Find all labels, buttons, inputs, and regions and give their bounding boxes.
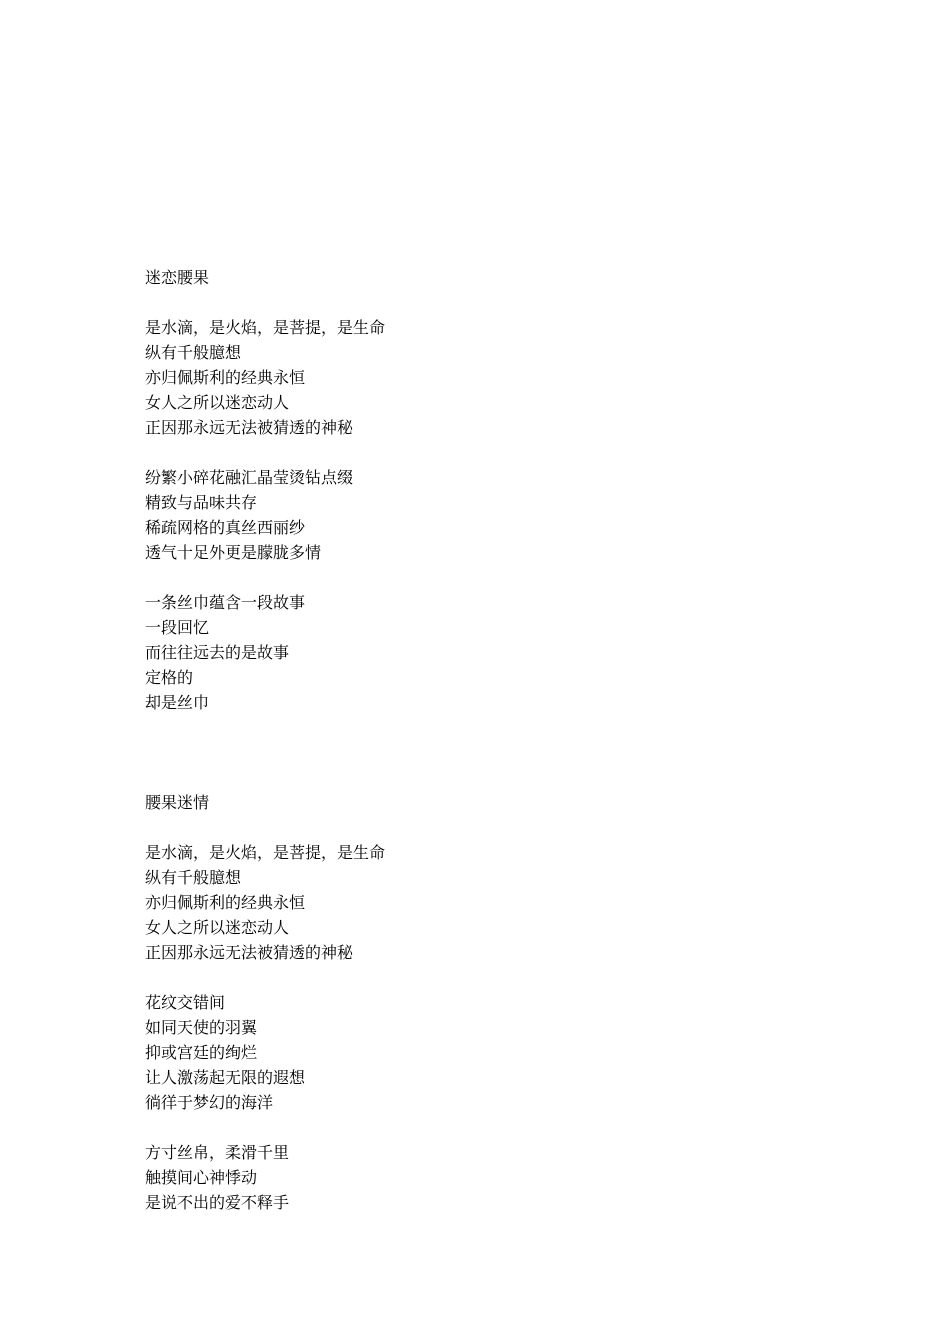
poem-line: 正因那永远无法被猜透的神秘 xyxy=(145,418,354,437)
poem-line: 徜徉于梦幻的海洋 xyxy=(145,1093,274,1112)
poem-2-stanza-2 xyxy=(145,990,845,1115)
poem-1-stanza-3 xyxy=(145,590,845,715)
poem-line: 却是丝巾 xyxy=(145,693,210,712)
poem-2-stanza-1 xyxy=(145,840,845,965)
poem-2-stanza-3 xyxy=(145,1140,845,1215)
poem-line: 方寸丝帛，柔滑千里 xyxy=(145,1143,290,1162)
poem-line: 亦归佩斯利的经典永恒 xyxy=(145,368,306,387)
poem-title: 腰果迷情 xyxy=(145,793,210,812)
poem-line: 精致与品味共存 xyxy=(145,493,258,512)
poem-line: 抑或宫廷的绚烂 xyxy=(145,1043,258,1062)
poem-line: 女人之所以迷恋动人 xyxy=(145,393,290,412)
poem-1-stanza-1 xyxy=(145,315,845,440)
poem-line: 稀疏网格的真丝西丽纱 xyxy=(145,518,306,537)
poem-title: 迷恋腰果 xyxy=(145,268,210,287)
poem-line: 透气十足外更是朦胧多情 xyxy=(145,543,322,562)
poem-line: 正因那永远无法被猜透的神秘 xyxy=(145,943,354,962)
poem-line: 定格的 xyxy=(145,668,194,687)
poem-line: 女人之所以迷恋动人 xyxy=(145,918,290,937)
poem-line: 纷繁小碎花融汇晶莹烫钻点缀 xyxy=(145,468,354,487)
poem-line: 是水滴，是火焰，是菩提，是生命 xyxy=(145,843,386,862)
poem-text-block xyxy=(145,265,845,1215)
poem-line: 花纹交错间 xyxy=(145,993,226,1012)
poem-1-stanza-2 xyxy=(145,465,845,565)
poem-line: 是水滴，是火焰，是菩提，是生命 xyxy=(145,318,386,337)
poem-line: 亦归佩斯利的经典永恒 xyxy=(145,893,306,912)
poem-1 xyxy=(145,265,845,715)
poem-line: 一条丝巾蕴含一段故事 xyxy=(145,593,306,612)
poem-line: 如同天使的羽翼 xyxy=(145,1018,258,1037)
poem-line: 让人激荡起无限的遐想 xyxy=(145,1068,306,1087)
poem-line: 一段回忆 xyxy=(145,618,210,637)
poem-line: 触摸间心神悸动 xyxy=(145,1168,258,1187)
poem-2 xyxy=(145,790,845,1215)
poem-line: 纵有千般臆想 xyxy=(145,343,242,362)
poem-line: 是说不出的爱不释手 xyxy=(145,1193,290,1212)
poem-line: 而往往远去的是故事 xyxy=(145,643,290,662)
poem-line: 纵有千般臆想 xyxy=(145,868,242,887)
